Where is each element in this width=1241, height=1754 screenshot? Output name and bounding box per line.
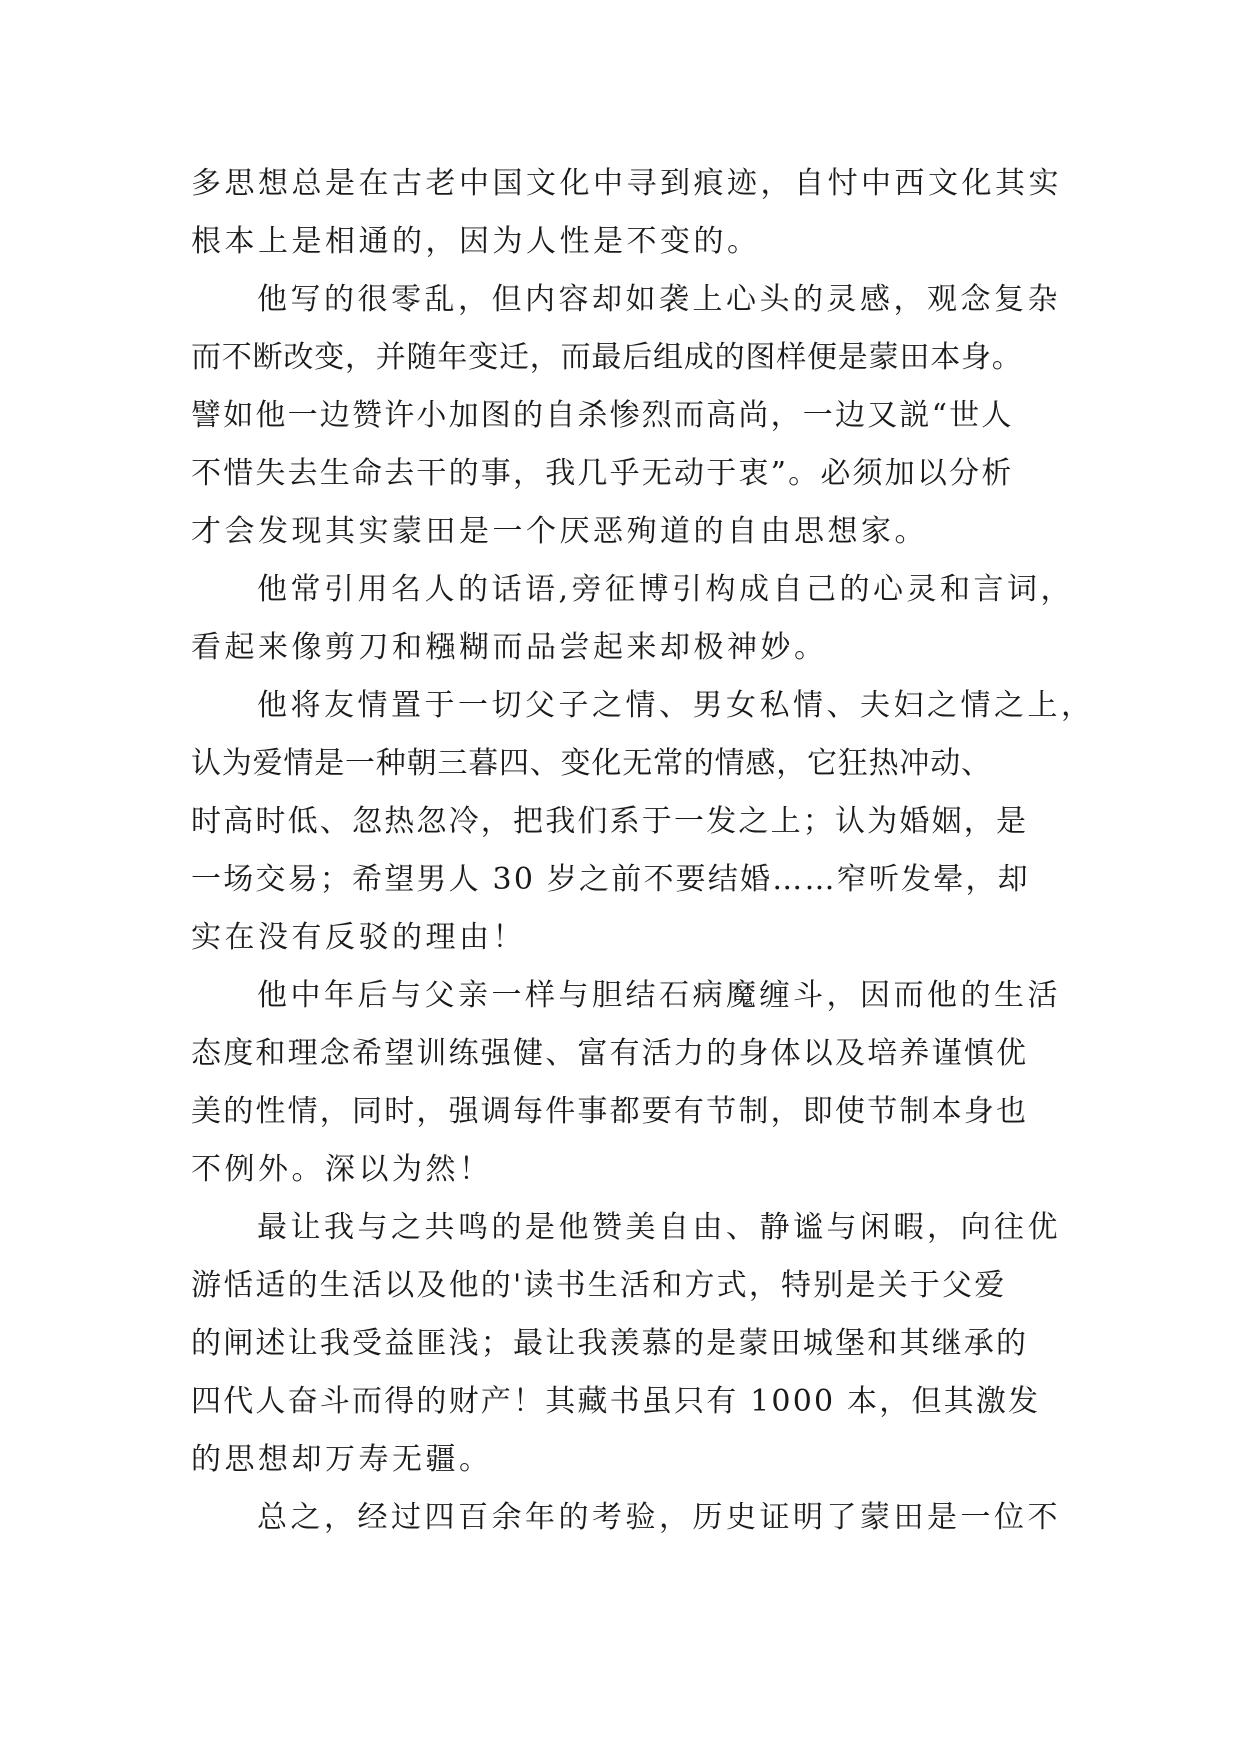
text-line-1: 多思想总是在古老中国文化中寻到痕迹，自忖中西文化其实: [191, 166, 1062, 201]
text-line-23: 的思想却万寿无疆。: [191, 1442, 493, 1477]
text-line-10: 他将友情置于一切父子之情、男女私情、夫妇之情之上，: [257, 688, 1095, 723]
text-line-17: 美的性情，同时，强调每件事都要有节制，即使节制本身也: [191, 1094, 1029, 1129]
text-line-2: 根本上是相通的，因为人性是不变的。: [191, 224, 761, 259]
text-line-5: 譬如他一边赞许小加图的自杀惨烈而高尚，一边又説“世人: [191, 398, 1014, 433]
text-line-4: 而不断改变，并随年变迁，而最后组成的图样便是蒙田本身。: [191, 340, 1023, 375]
text-line-18: 不例外。深以为然！: [191, 1152, 493, 1187]
text-line-14: 实在没有反驳的理由！: [191, 920, 526, 955]
text-line-16: 态度和理念希望训练强健、富有活力的身体以及培养谨慎优: [191, 1036, 1029, 1071]
text-line-11: 认为爱情是一种朝三暮四、变化无常的情感，它狂热冲动、: [191, 746, 992, 781]
text-line-12: 时高时低、忽热忽冷，把我们系于一发之上；认为婚姻，是: [191, 804, 1029, 839]
text-line-8: 他常引用名人的话语,旁征博引构成自己的心灵和言词，: [257, 572, 1075, 607]
text-line-9: 看起来像剪刀和糨糊而品尝起来却极神妙。: [191, 630, 828, 665]
text-line-7: 才会发现其实蒙田是一个厌恶殉道的自由思想家。: [191, 514, 928, 549]
text-line-21: 的闸述让我受益匪浅；最让我羡慕的是蒙田城堡和其继承的: [191, 1326, 1029, 1361]
text-line-20: 游恬适的生活以及他的'读书生活和方式，特别是关于父爱: [191, 1268, 1007, 1303]
text-line-6: 不惜失去生命去干的事，我几乎无动于衷”。必须加以分析: [191, 456, 1014, 491]
text-line-22: 四代人奋斗而得的财产！其藏书虽只有 1000 本，但其激发: [191, 1384, 1041, 1419]
text-line-19: 最让我与之共鸣的是他赞美自由、静谧与闲暇，向往优: [257, 1210, 1061, 1245]
text-line-3: 他写的很零乱，但内容却如袭上心头的灵感，观念复杂: [257, 282, 1061, 317]
text-line-15: 他中年后与父亲一样与胆结石病魔缠斗，因而他的生活: [257, 978, 1061, 1013]
text-line-24: 总之，经过四百余年的考验，历史证明了蒙田是一位不: [257, 1500, 1061, 1535]
text-line-13: 一场交易；希望男人 30 岁之前不要结婚……窄听发晕，却: [191, 862, 1030, 897]
